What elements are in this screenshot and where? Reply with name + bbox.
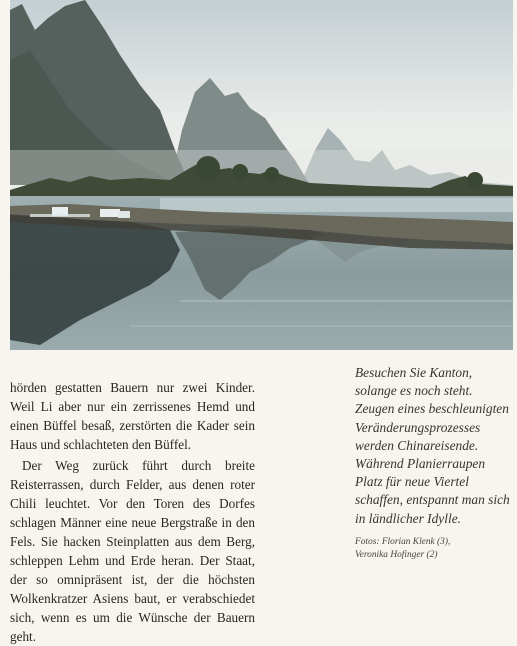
photo-caption-sidebar [355,364,513,562]
photo-credits [355,536,513,562]
credit-line: Fotos: Florian Klenk (3), [355,536,451,547]
credit-line: Veronika Hofinger (2) [355,549,438,560]
article-paragraph: hörden gestatten Bauern nur zwei Kinder. Weil Li aber nur ein zerrissenes Hemd und einen Büffel besaß, zerstörten die Kader sein Haus und schlachteten den Büffel. [10,380,255,452]
article-column [10,378,255,646]
article-paragraph: Der Weg zurück führt durch breite Reisterrassen, durch Felder, aus denen roter Chili leuchtet. Vor den Toren des Dorfes schlagen Männer eine neue Bergstraße in den Fels. Sie hacken Steinplatten aus dem Berg, schleppen Lehm und Erde heran. Der Staat, der so omnipräsent ist, der die höchsten Wolkenkratzer Asiens baut, er verabschiedet sich, wenn es um die Wünsche der Bauern geht. [10,458,255,644]
caption-text: Besuchen Sie Kanton, solange es noch steht. Zeugen eines beschleunigten Veränderungsprozesses werden Chinareisende. Während Planierraupen Platz für neue Viertel schaffen, entspannt man sich in ländlicher Idylle. [355,365,510,526]
landscape-photo [10,0,513,350]
